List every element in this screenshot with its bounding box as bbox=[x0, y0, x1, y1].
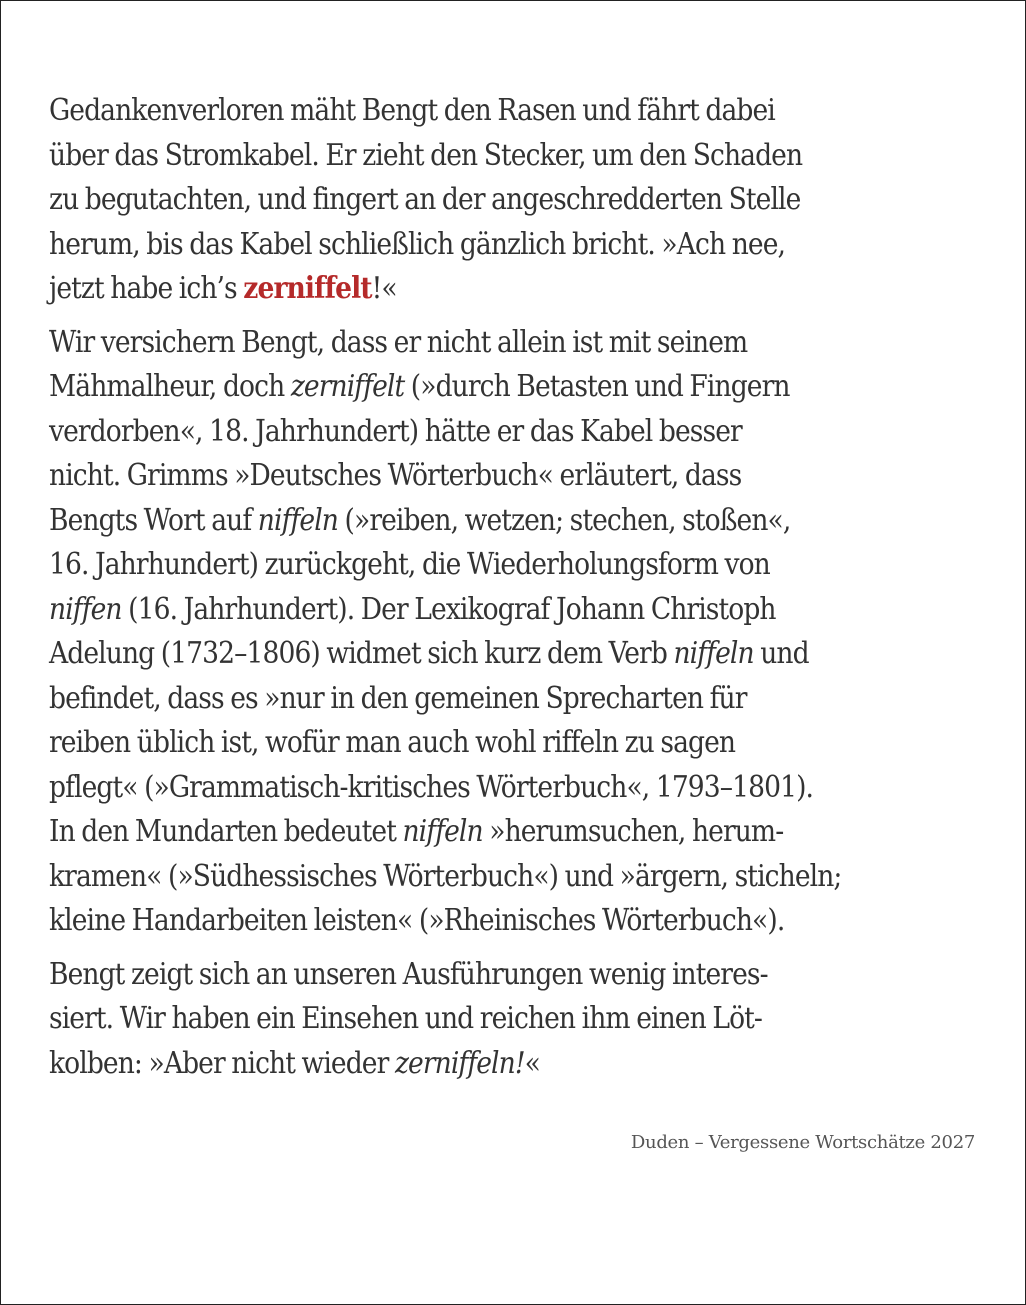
text-line bbox=[49, 364, 989, 409]
text-line: Gedankenverloren mäht Bengt den Rasen und fährt dabei bbox=[49, 93, 775, 127]
highlighted-word: zerniffelt bbox=[243, 270, 372, 305]
text-line: über das Stromkabel. Er zieht den Stecker, um den Schaden bbox=[49, 137, 803, 172]
text-line bbox=[49, 1041, 989, 1086]
paragraph-1 bbox=[49, 88, 989, 311]
text-line: Bengt zeigt sich an unseren Ausführungen wenig interes- bbox=[49, 956, 768, 991]
text-line: herum, bis das Kabel schließlich gänzlich bricht. »Ach nee, bbox=[49, 226, 786, 261]
text-segment: (»durch Betasten und Fingern bbox=[404, 369, 790, 403]
text-line: kleine Handarbeiten leisten« (»Rheinisches Wörterbuch«). bbox=[49, 903, 785, 937]
text-line: Wir versichern Bengt, dass er nicht allein ist mit seinem bbox=[49, 324, 748, 359]
text-line: verdorben«, 18. Jahrhundert) hätte er das Kabel besser bbox=[49, 413, 742, 448]
text-line bbox=[49, 809, 989, 854]
text-line bbox=[49, 266, 989, 311]
text-line: nicht. Grimms »Deutsches Wörterbuch« erläutert, dass bbox=[49, 458, 742, 492]
text-segment: In den Mundarten bedeutet bbox=[49, 814, 403, 848]
paragraph-2 bbox=[49, 320, 989, 943]
text-segment: Adelung (1732–1806) widmet sich kurz dem Verb bbox=[49, 636, 674, 670]
text-line: siert. Wir haben ein Einsehen und reichen ihm einen Löt- bbox=[49, 1001, 762, 1035]
text-segment: Bengts Wort auf bbox=[49, 502, 258, 537]
text-line bbox=[49, 587, 989, 632]
text-segment: !« bbox=[371, 271, 397, 305]
text-segment: Mähmalheur, doch bbox=[49, 369, 291, 403]
italic-word: zerniffelt bbox=[290, 369, 405, 403]
text-line bbox=[49, 498, 989, 543]
text-segment: jetzt habe ich’s bbox=[49, 271, 244, 305]
italic-word: zerniffeln! bbox=[394, 1045, 525, 1080]
article-body bbox=[49, 88, 989, 1085]
text-line: 16. Jahrhundert) zurückgeht, die Wiederholungsform von bbox=[49, 547, 770, 581]
italic-word: niffeln bbox=[673, 636, 754, 670]
text-segment: »herumsuchen, herum- bbox=[482, 814, 784, 848]
italic-word: niffeln bbox=[402, 814, 483, 848]
italic-word: niffeln bbox=[257, 502, 338, 537]
text-segment: (»reiben, wetzen; stechen, stoßen«, bbox=[338, 502, 791, 537]
text-segment: kolben: »Aber nicht wieder bbox=[49, 1045, 395, 1080]
text-line: pflegt« (»Grammatisch-kritisches Wörterbuch«, 1793–1801). bbox=[49, 769, 814, 804]
text-line: zu begutachten, und fingert an der angeschredderten Stelle bbox=[49, 182, 801, 216]
text-line bbox=[49, 631, 989, 676]
text-segment: und bbox=[753, 636, 809, 670]
paragraph-3 bbox=[49, 952, 989, 1086]
text-line: reiben üblich ist, wofür man auch wohl riffeln zu sagen bbox=[49, 725, 736, 759]
text-line: kramen« (»Südhessisches Wörterbuch«) und »ärgern, sticheln; bbox=[49, 858, 842, 893]
text-segment: (16. Jahrhundert). Der Lexikograf Johann Christoph bbox=[121, 591, 776, 626]
text-line: befindet, dass es »nur in den gemeinen Sprecharten für bbox=[49, 680, 747, 715]
italic-word: niffen bbox=[49, 591, 122, 626]
footer-credit: Duden – Vergessene Wortschätze 2027 bbox=[630, 1132, 975, 1153]
text-segment: « bbox=[524, 1045, 540, 1080]
